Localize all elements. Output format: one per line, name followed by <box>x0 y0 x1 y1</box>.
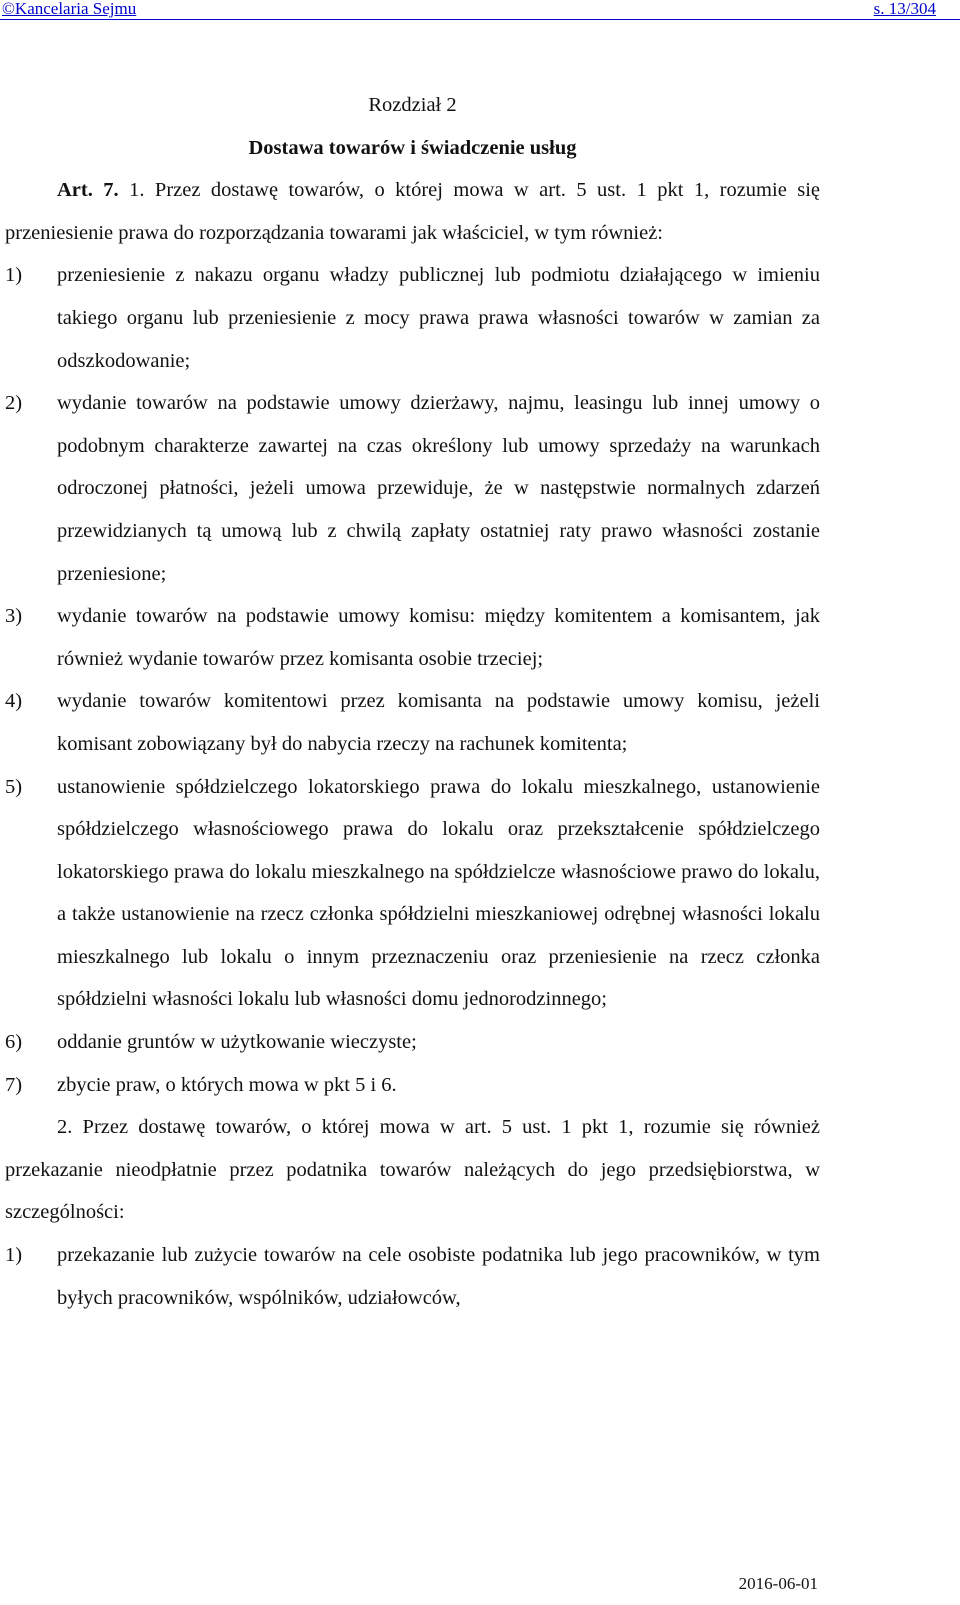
list-item-number: 3) <box>5 605 23 628</box>
list-item-text: wydanie towarów komitentowi przez komisanta na podstawie umowy komisu, jeżeli komisant zobowiązany był do nabycia rzeczy na rachunek komitenta; <box>57 690 820 755</box>
list-item-text: wydanie towarów na podstawie umowy dzierżawy, najmu, leasingu lub innej umowy o podobnym charakterze zawartej na czas określony lub umowy sprzedaży na warunkach odroczonej płatności, jeżeli umowa przewiduje, że w następstwie normalnych zdarzeń przewidzianych tą umową lub z chwilą zapłaty ostatniej raty prawo własności zostanie przeniesione; <box>57 392 820 585</box>
list-item-text: wydanie towarów na podstawie umowy komisu: między komitentem a komisantem, jak również wydanie towarów przez komisanta osobie trzeciej; <box>57 605 820 670</box>
list-item-number: 1) <box>5 1244 23 1267</box>
article-7-ust-2-text: 2. Przez dostawę towarów, o której mowa w art. 5 ust. 1 pkt 1, rozumie się również przekazanie nieodpłatnie przez podatnika towarów należących do jego przedsiębiorstwa, w szczególności: <box>5 1116 820 1224</box>
list-item <box>5 1234 820 1319</box>
list-item <box>5 766 820 1022</box>
list-item-number: 1) <box>5 264 23 287</box>
article-7-ust-1-text: 1. Przez dostawę towarów, o której mowa w art. 5 ust. 1 pkt 1, rozumie się przeniesienie prawa do rozporządzania towarami jak właściciel, w tym również: <box>5 179 821 244</box>
chapter-title: Dostawa towarów i świadczenie usług <box>248 136 577 159</box>
list-item-text: oddanie gruntów w użytkowanie wieczyste; <box>57 1031 417 1054</box>
list-item-number: 6) <box>5 1031 23 1054</box>
list-item-text: zbycie praw, o których mowa w pkt 5 i 6. <box>57 1073 397 1096</box>
page-reference-link[interactable]: s. 13/304 <box>873 0 936 18</box>
copyright-link[interactable]: ©Kancelaria Sejmu <box>2 0 137 18</box>
header-rule <box>0 19 960 20</box>
document-body <box>5 84 820 1319</box>
list-item <box>5 595 820 680</box>
list-item <box>5 680 820 765</box>
list-item-number: 7) <box>5 1073 23 1096</box>
list-item-number: 4) <box>5 690 23 713</box>
list-item-text: przeniesienie z nakazu organu władzy publicznej lub podmiotu działającego w imieniu takiego organu lub przeniesienie z mocy prawa prawa własności towarów w zamian za odszkodowanie; <box>57 264 820 372</box>
list-item <box>5 382 820 595</box>
article-7-paragraph-1 <box>5 169 820 254</box>
list-item <box>5 1064 820 1107</box>
list-item-number: 2) <box>5 392 23 415</box>
article-label: Art. 7. <box>57 179 119 202</box>
list-item <box>5 1021 820 1064</box>
list-item-text: przekazanie lub zużycie towarów na cele osobiste podatnika lub jego pracowników, w tym byłych pracowników, wspólników, udziałowców, <box>57 1244 820 1309</box>
footer-date: 2016-06-01 <box>738 1574 818 1593</box>
list-item <box>5 254 820 382</box>
list-item-text: ustanowienie spółdzielczego lokatorskiego prawa do lokalu mieszkalnego, ustanowienie spółdzielczego własnościowego prawa do lokalu oraz przekształcenie spółdzielczego lokatorskiego prawa do lokalu mieszkalnego na spółdzielcze własnościowe prawo do lokalu, a także ustanowienie na rzecz członka spółdzielni mieszkaniowej odrębnej własności lokalu mieszkalnego lub lokalu o innym przeznaczeniu oraz przeniesienie na rzecz członka spółdzielni własności lokalu lub własności domu jednorodzinnego; <box>57 775 820 1011</box>
list-item-number: 5) <box>5 775 23 798</box>
page-header <box>0 0 960 22</box>
chapter-number: Rozdział 2 <box>368 94 457 116</box>
